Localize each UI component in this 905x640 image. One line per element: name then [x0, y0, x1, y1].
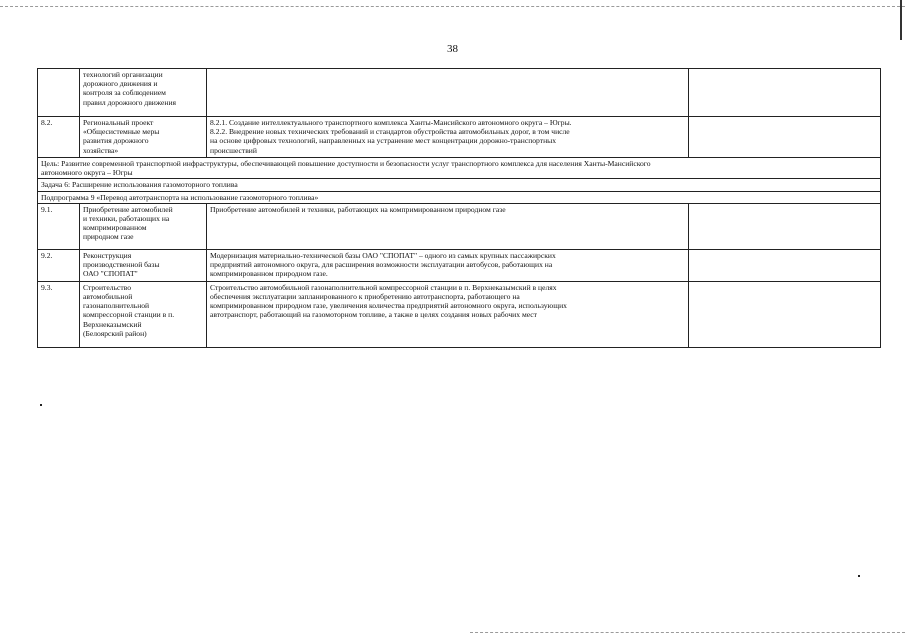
cell-extra [689, 281, 881, 347]
cell-name: Региональный проект «Общесистемные меры развития дорожного хозяйства» [80, 117, 207, 158]
cell-name: Строительство автомобильной газонаполнительной компрессорной станции в п. Верхнеказымский (Белоярский район) [80, 281, 207, 347]
table-row-goal [38, 158, 881, 179]
cell-name: Приобретение автомобилей и техники, работающих на компримированном природном газе [80, 203, 207, 249]
scan-speck [40, 404, 42, 406]
cell-extra [689, 249, 881, 281]
cell-description: Модернизация материально-технической базы ОАО "СПОПАТ" – одного из самых крупных пассажирских предприятий автономного округа, для расширения возможности эксплуатации автобусов, работающих на компримированном природном газе. [207, 249, 689, 281]
scan-speck [858, 575, 860, 577]
table-row-8-2 [38, 117, 881, 158]
task-text: Задача 6: Расширение использования газомоторного топлива [38, 179, 881, 191]
cell-num: 9.1. [38, 203, 80, 249]
cell-num: 9.2. [38, 249, 80, 281]
scan-edge-right [900, 0, 902, 40]
table-row-9-2 [38, 249, 881, 281]
cell-description: 8.2.1. Создание интеллектуального транспортного комплекса Ханты-Мансийского автономного округа – Югры. 8.2.2. Внедрение новых технических требований и стандартов обустройства автомобильных дорог, в том числе на основе цифровых технологий, направленных на устранение мест концентрации дорожно-транспортных происшествий [207, 117, 689, 158]
table-row-9-3 [38, 281, 881, 347]
subprogram-text: Подпрограмма 9 «Перевод автотранспорта на использование газомоторного топлива» [38, 191, 881, 203]
program-table [37, 68, 881, 348]
cell-extra [689, 203, 881, 249]
cell-num [38, 69, 80, 117]
cell-name: технологий организации дорожного движения и контроля за соблюдением правил дорожного движения [80, 69, 207, 117]
table-row-task [38, 179, 881, 191]
table-row-subprogram [38, 191, 881, 203]
table-row-continuation [38, 69, 881, 117]
cell-extra [689, 117, 881, 158]
goal-text: Цель: Развитие современной транспортной инфраструктуры, обеспечивающей повышение доступности и безопасности услуг транспортного комплекса для населения Ханты-Мансийского автономного округа – Югры [38, 158, 881, 179]
cell-description: Приобретение автомобилей и техники, работающих на компримированном природном газе [207, 203, 689, 249]
scan-edge-bottom [470, 632, 905, 633]
cell-name: Реконструкция производственной базы ОАО "СПОПАТ" [80, 249, 207, 281]
cell-description [207, 69, 689, 117]
cell-description: Строительство автомобильной газонаполнительной компрессорной станции в п. Верхнеказымский в целях обеспечения эксплуатации запланированного к приобретению автотранспорта, работающего на компримированном природном газе, увеличения количества предприятий автономного округа, использующих автотранспорт, работающий на газомоторном топливе, а также в целях создания новых рабочих мест [207, 281, 689, 347]
cell-num: 9.3. [38, 281, 80, 347]
cell-num: 8.2. [38, 117, 80, 158]
scan-edge-top [0, 6, 905, 7]
page-number: 38 [447, 43, 458, 55]
cell-extra [689, 69, 881, 117]
table-row-9-1 [38, 203, 881, 249]
